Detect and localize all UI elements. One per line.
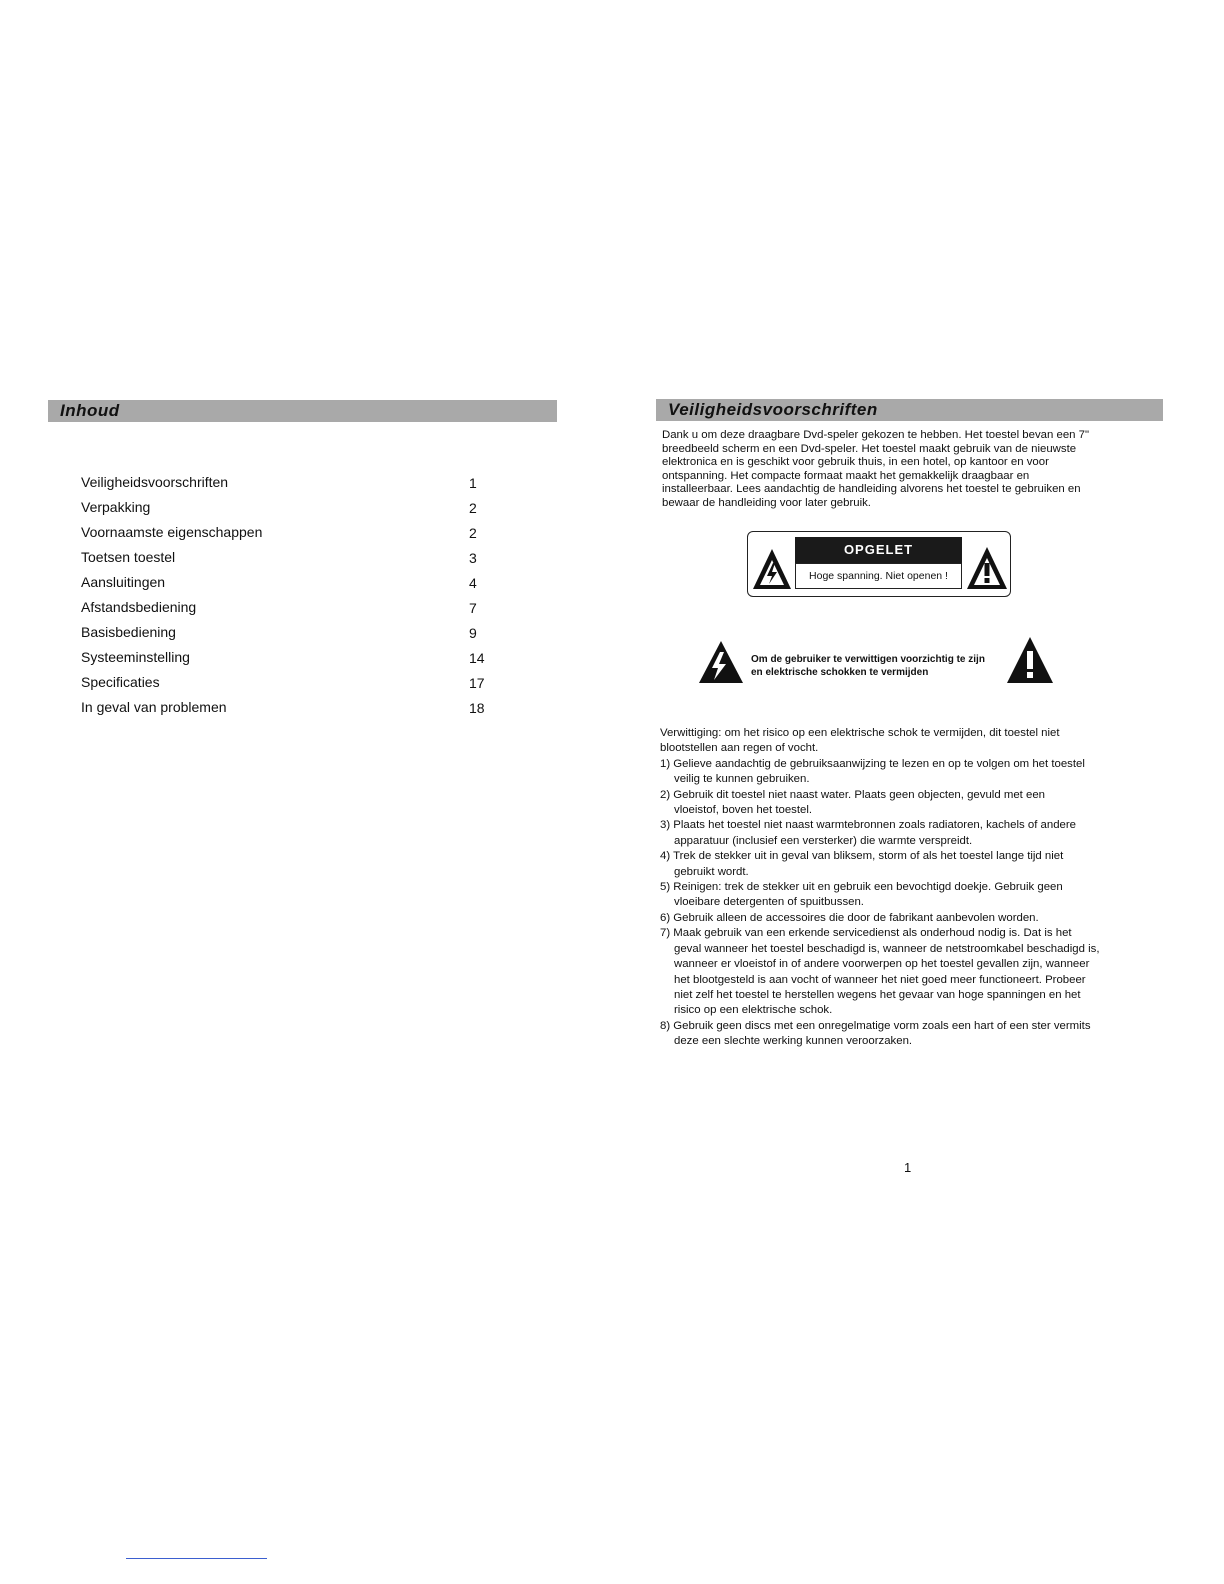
caution-subtext: Hoge spanning. Niet openen ! xyxy=(795,563,962,589)
section-header-inhoud xyxy=(48,400,557,422)
safety-lead-line: Verwittiging: om het risico op een elektrische schok te vermijden, dit toestel niet xyxy=(660,727,1060,739)
toc-entry-label: Aansluitingen xyxy=(81,574,166,590)
safety-item-line: het blootgesteld is aan vocht of wanneer het niet goed meer functioneert. Probeer xyxy=(674,973,1086,986)
safety-lead-line: blootstellen aan regen of vocht. xyxy=(660,742,819,755)
exclamation-warning-icon xyxy=(966,546,1008,590)
safety-item-line: apparatuur (inclusief een versterker) die warmte verspreidt. xyxy=(674,834,973,847)
toc-entry-page: 2 xyxy=(469,525,477,541)
toc-entry-label: Afstandsbediening xyxy=(81,599,197,615)
safety-item xyxy=(660,849,1165,880)
toc-entry[interactable] xyxy=(81,472,501,497)
safety-item xyxy=(660,818,1165,849)
safety-lead-paragraph xyxy=(660,726,1165,757)
toc-entry[interactable] xyxy=(81,597,501,622)
page-number: 1 xyxy=(904,1160,912,1175)
safety-item-line: vloeistof, boven het toestel. xyxy=(674,804,813,817)
safety-item-line: wanneer er vloeistof in of andere voorwerpen op het toestel gevallen zijn, wanneer xyxy=(674,958,1090,971)
toc-entry-label: Voornaamste eigenschappen xyxy=(81,524,263,540)
safety-item xyxy=(660,880,1165,911)
toc-entry[interactable] xyxy=(81,547,501,572)
toc-entry-page: 1 xyxy=(469,475,477,491)
section-title: Veiligheidsvoorschriften xyxy=(668,400,878,419)
section-title: Inhoud xyxy=(60,401,120,420)
toc-entry[interactable] xyxy=(81,697,501,722)
safety-item-line: 8) Gebruik geen discs met een onregelmatige vorm zoals een hart of een ster vermits xyxy=(660,1019,1091,1032)
toc-entry-label: Specificaties xyxy=(81,674,160,690)
caution-heading: OPGELET xyxy=(795,537,962,563)
caution-label xyxy=(747,531,1011,597)
warning-message xyxy=(751,653,1041,679)
safety-item-line: 4) Trek de stekker uit in geval van bliksem, storm of als het toestel lange tijd niet xyxy=(660,850,1064,863)
safety-item-line: vloeibare detergenten of spuitbussen. xyxy=(674,896,864,909)
safety-item-line: deze een slechte werking kunnen veroorzaken. xyxy=(674,1035,913,1048)
toc-entry[interactable] xyxy=(81,497,501,522)
intro-line: elektronica en is geschikt voor gebruik thuis, in een hotel, op kantoor en voor xyxy=(662,456,1049,468)
safety-item xyxy=(660,788,1165,819)
toc-entry-page: 4 xyxy=(469,575,477,591)
toc-entry-label: Systeeminstelling xyxy=(81,649,190,665)
safety-item xyxy=(660,926,1165,1018)
safety-item-line: 3) Plaats het toestel niet naast warmtebronnen zoals radiatoren, kachels of andere xyxy=(660,819,1077,832)
safety-item-line: risico op een elektrische schok. xyxy=(674,1004,833,1017)
safety-item-line: 7) Maak gebruik van een erkende servicedienst als onderhoud nodig is. Dat is het xyxy=(660,927,1072,940)
toc-entry-page: 9 xyxy=(469,625,477,641)
intro-line: Dank u om deze draagbare Dvd-speler gekozen te hebben. Het toestel bevan een 7" xyxy=(662,429,1090,441)
toc-entry-label: Verpakking xyxy=(81,499,151,515)
toc-entry-page: 17 xyxy=(469,675,485,691)
toc-entry-label: Basisbediening xyxy=(81,624,176,640)
toc-entry-label: In geval van problemen xyxy=(81,699,227,715)
intro-paragraph xyxy=(662,429,1157,510)
safety-item-line: 1) Gelieve aandachtig de gebruiksaanwijzing te lezen en op te volgen om het toestel xyxy=(660,757,1085,770)
safety-item-line: geval wanneer het toestel beschadigd is, wanneer de netstroomkabel beschadigd is, xyxy=(674,942,1100,955)
toc-entry[interactable] xyxy=(81,572,501,597)
exclamation-warning-icon xyxy=(1006,636,1054,684)
safety-item-line: gebruikt wordt. xyxy=(674,865,749,878)
section-header-veiligheidsvoorschriften xyxy=(656,399,1163,421)
safety-item xyxy=(660,1019,1165,1050)
safety-item-line: 2) Gebruik dit toestel niet naast water. Plaats geen objecten, gevuld met een xyxy=(660,788,1045,801)
safety-items-list xyxy=(660,757,1165,1050)
safety-item xyxy=(660,911,1165,926)
toc-entry[interactable] xyxy=(81,647,501,672)
warning-line: Om de gebruiker te verwittigen voorzichtig te zijn xyxy=(751,654,985,665)
toc-entry-label: Toetsen toestel xyxy=(81,549,176,565)
toc-entry[interactable] xyxy=(81,622,501,647)
safety-item-line: 5) Reinigen: trek de stekker uit en gebruik een bevochtigd doekje. Gebruik geen xyxy=(660,881,1063,894)
intro-line: bewaar de handleiding voor later gebruik. xyxy=(662,496,871,509)
toc-entry[interactable] xyxy=(81,672,501,697)
toc-entry-page: 2 xyxy=(469,500,477,516)
safety-instructions xyxy=(660,726,1165,1050)
high-voltage-warning-icon xyxy=(698,640,744,684)
toc-entry-page: 7 xyxy=(469,600,477,616)
toc-entry-page: 18 xyxy=(469,700,485,716)
high-voltage-warning-icon xyxy=(752,548,792,590)
intro-line: breedbeeld scherm en een Dvd-speler. Het toestel maakt gebruik van de nieuwste xyxy=(662,442,1077,455)
warning-line: en elektrische schokken te vermijden xyxy=(751,667,929,678)
toc-entry-page: 3 xyxy=(469,550,477,566)
safety-item-line: veilig te kunnen gebruiken. xyxy=(674,773,810,786)
safety-item-line: 6) Gebruik alleen de accessoires die door de fabrikant aanbevolen worden. xyxy=(660,911,1039,924)
table-of-contents xyxy=(81,472,501,722)
intro-line: ontspanning. Het compacte formaat maakt het gemakkelijk draagbaar en xyxy=(662,469,1030,482)
footer-link-underline xyxy=(126,1558,267,1559)
safety-item xyxy=(660,757,1165,788)
toc-entry-page: 14 xyxy=(469,650,485,666)
safety-item-line: niet zelf het toestel te herstellen wegens het gevaar van hoge spanningen en het xyxy=(674,988,1081,1001)
intro-line: installeerbaar. Lees aandachtig de handleiding alvorens het toestel te gebruiken en xyxy=(662,483,1081,495)
toc-entry-label: Veiligheidsvoorschriften xyxy=(81,474,229,490)
toc-entry[interactable] xyxy=(81,522,501,547)
